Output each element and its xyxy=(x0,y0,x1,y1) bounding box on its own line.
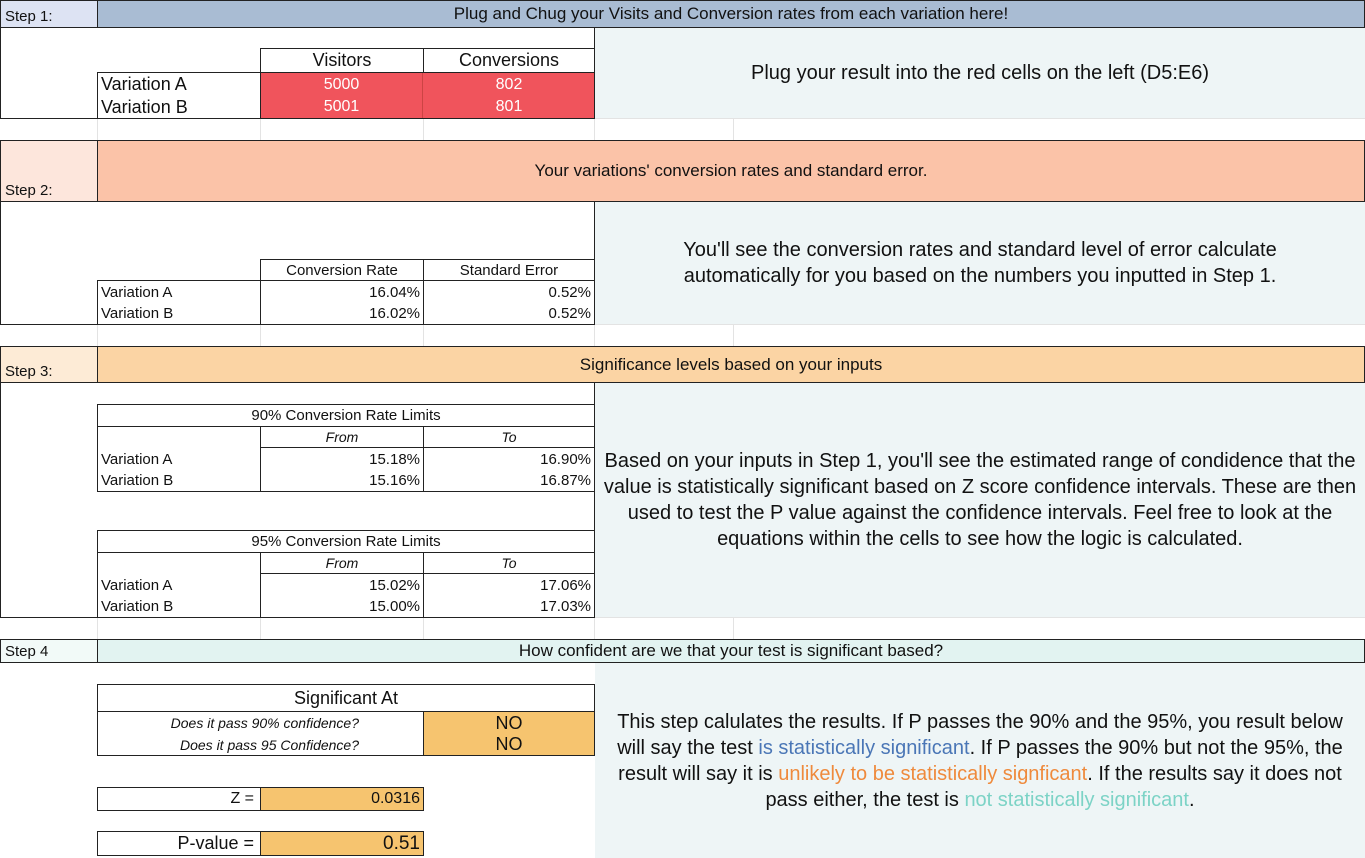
step4-info-not-significant: not statistically significant xyxy=(964,788,1189,811)
limits95-to-header[interactable]: To xyxy=(423,552,595,574)
limits95-variation-b[interactable]: Variation B xyxy=(101,598,174,615)
conversions-b-input[interactable]: 801 xyxy=(424,96,594,118)
step2-variation-b[interactable]: Variation B xyxy=(101,305,174,322)
step4-info xyxy=(595,663,1365,858)
step2-info: You'll see the conversion rates and standard level of error calculate automatically for you based on the numbers you inputted in Step 1. xyxy=(595,202,1365,324)
significant-at-title[interactable]: Significant At xyxy=(97,684,595,712)
step4-info-part3: . If the results say it does not pass either, the test is xyxy=(765,762,1342,811)
step3-info: Based on your inputs in Step 1, you'll see the estimated range of condidence that the value is statistically significant based on Z score confidence intervals. These are then used to test the P value against the confidence intervals. Feel free to look at the equations within the cells to see how the logic is calculated. xyxy=(595,383,1365,617)
pass-90-question[interactable]: Does it pass 90% confidence? xyxy=(170,715,359,731)
step4-info-significant: is statistically significant xyxy=(758,736,970,759)
limits90-variation-b[interactable]: Variation B xyxy=(101,472,174,489)
step2-header[interactable]: Your variations' conversion rates and standard error. xyxy=(97,140,1365,202)
limits95-to-b[interactable]: 17.03% xyxy=(540,598,591,615)
limits90-from-a[interactable]: 15.18% xyxy=(369,450,420,468)
pass-95-result[interactable]: NO xyxy=(495,734,523,754)
limits90-title[interactable]: 90% Conversion Rate Limits xyxy=(97,404,595,427)
step3-header[interactable]: Significance levels based on your inputs xyxy=(97,346,1365,383)
step2-label[interactable]: Step 2: xyxy=(0,140,98,202)
step4-label[interactable]: Step 4 xyxy=(0,639,98,663)
step1-visitors-header[interactable]: Visitors xyxy=(260,48,424,73)
limits90-to-a[interactable]: 16.90% xyxy=(540,450,591,468)
step4-info-unlikely: unlikely to be statistically signficant xyxy=(778,762,1088,785)
pass-90-result[interactable]: NO xyxy=(495,712,523,733)
p-value-label[interactable]: P-value = xyxy=(97,831,261,856)
rate-a-cell[interactable]: 16.04% xyxy=(369,283,420,301)
limits90-from-header[interactable]: From xyxy=(260,426,424,448)
limits90-to-b[interactable]: 16.87% xyxy=(540,472,591,489)
limits95-variation-a[interactable]: Variation A xyxy=(101,576,173,594)
step4-info-text xyxy=(601,709,1359,813)
step4-info-part1: This step calulates the results. If P passes the 90% and the 95%, you result below will say the test xyxy=(617,710,1343,759)
step2-variation-a[interactable]: Variation A xyxy=(101,283,173,301)
limits95-from-b[interactable]: 15.00% xyxy=(369,598,420,615)
step2-error-header[interactable]: Standard Error xyxy=(423,259,595,281)
visitors-b-input[interactable]: 5001 xyxy=(261,96,423,118)
step1-variation-b[interactable]: Variation B xyxy=(101,96,188,117)
step4-header[interactable]: How confident are we that your test is significant based? xyxy=(97,639,1365,663)
pass-95-question[interactable]: Does it pass 95 Confidence? xyxy=(180,736,359,753)
step1-header[interactable]: Plug and Chug your Visits and Conversion rates from each variation here! xyxy=(97,0,1365,28)
step4-info-part2: . If P passes the 90% but not the 95%, the result will say it is xyxy=(618,736,1343,785)
step1-conversions-header[interactable]: Conversions xyxy=(423,48,595,73)
limits95-from-header[interactable]: From xyxy=(260,552,424,574)
step2-rate-header[interactable]: Conversion Rate xyxy=(260,259,424,281)
visitors-a-input[interactable]: 5000 xyxy=(261,73,423,96)
rate-b-cell[interactable]: 16.02% xyxy=(369,305,420,322)
z-value[interactable]: 0.0316 xyxy=(260,787,424,811)
step1-variation-a[interactable]: Variation A xyxy=(101,74,187,94)
limits95-to-a[interactable]: 17.06% xyxy=(540,576,591,594)
step1-label[interactable]: Step 1: xyxy=(0,0,98,28)
conversions-a-input[interactable]: 802 xyxy=(424,73,594,96)
step4-info-part4: . xyxy=(1188,788,1195,811)
limits95-title[interactable]: 95% Conversion Rate Limits xyxy=(97,530,595,553)
step1-info: Plug your result into the red cells on the left (D5:E6) xyxy=(595,28,1365,118)
z-label[interactable]: Z = xyxy=(97,787,261,811)
limits95-from-a[interactable]: 15.02% xyxy=(369,576,420,594)
error-b-cell[interactable]: 0.52% xyxy=(548,305,591,322)
p-value[interactable]: 0.51 xyxy=(260,831,424,856)
limits90-from-b[interactable]: 15.16% xyxy=(369,472,420,489)
limits90-variation-a[interactable]: Variation A xyxy=(101,450,173,468)
limits90-to-header[interactable]: To xyxy=(423,426,595,448)
error-a-cell[interactable]: 0.52% xyxy=(548,283,591,301)
step3-label[interactable]: Step 3: xyxy=(0,346,98,383)
